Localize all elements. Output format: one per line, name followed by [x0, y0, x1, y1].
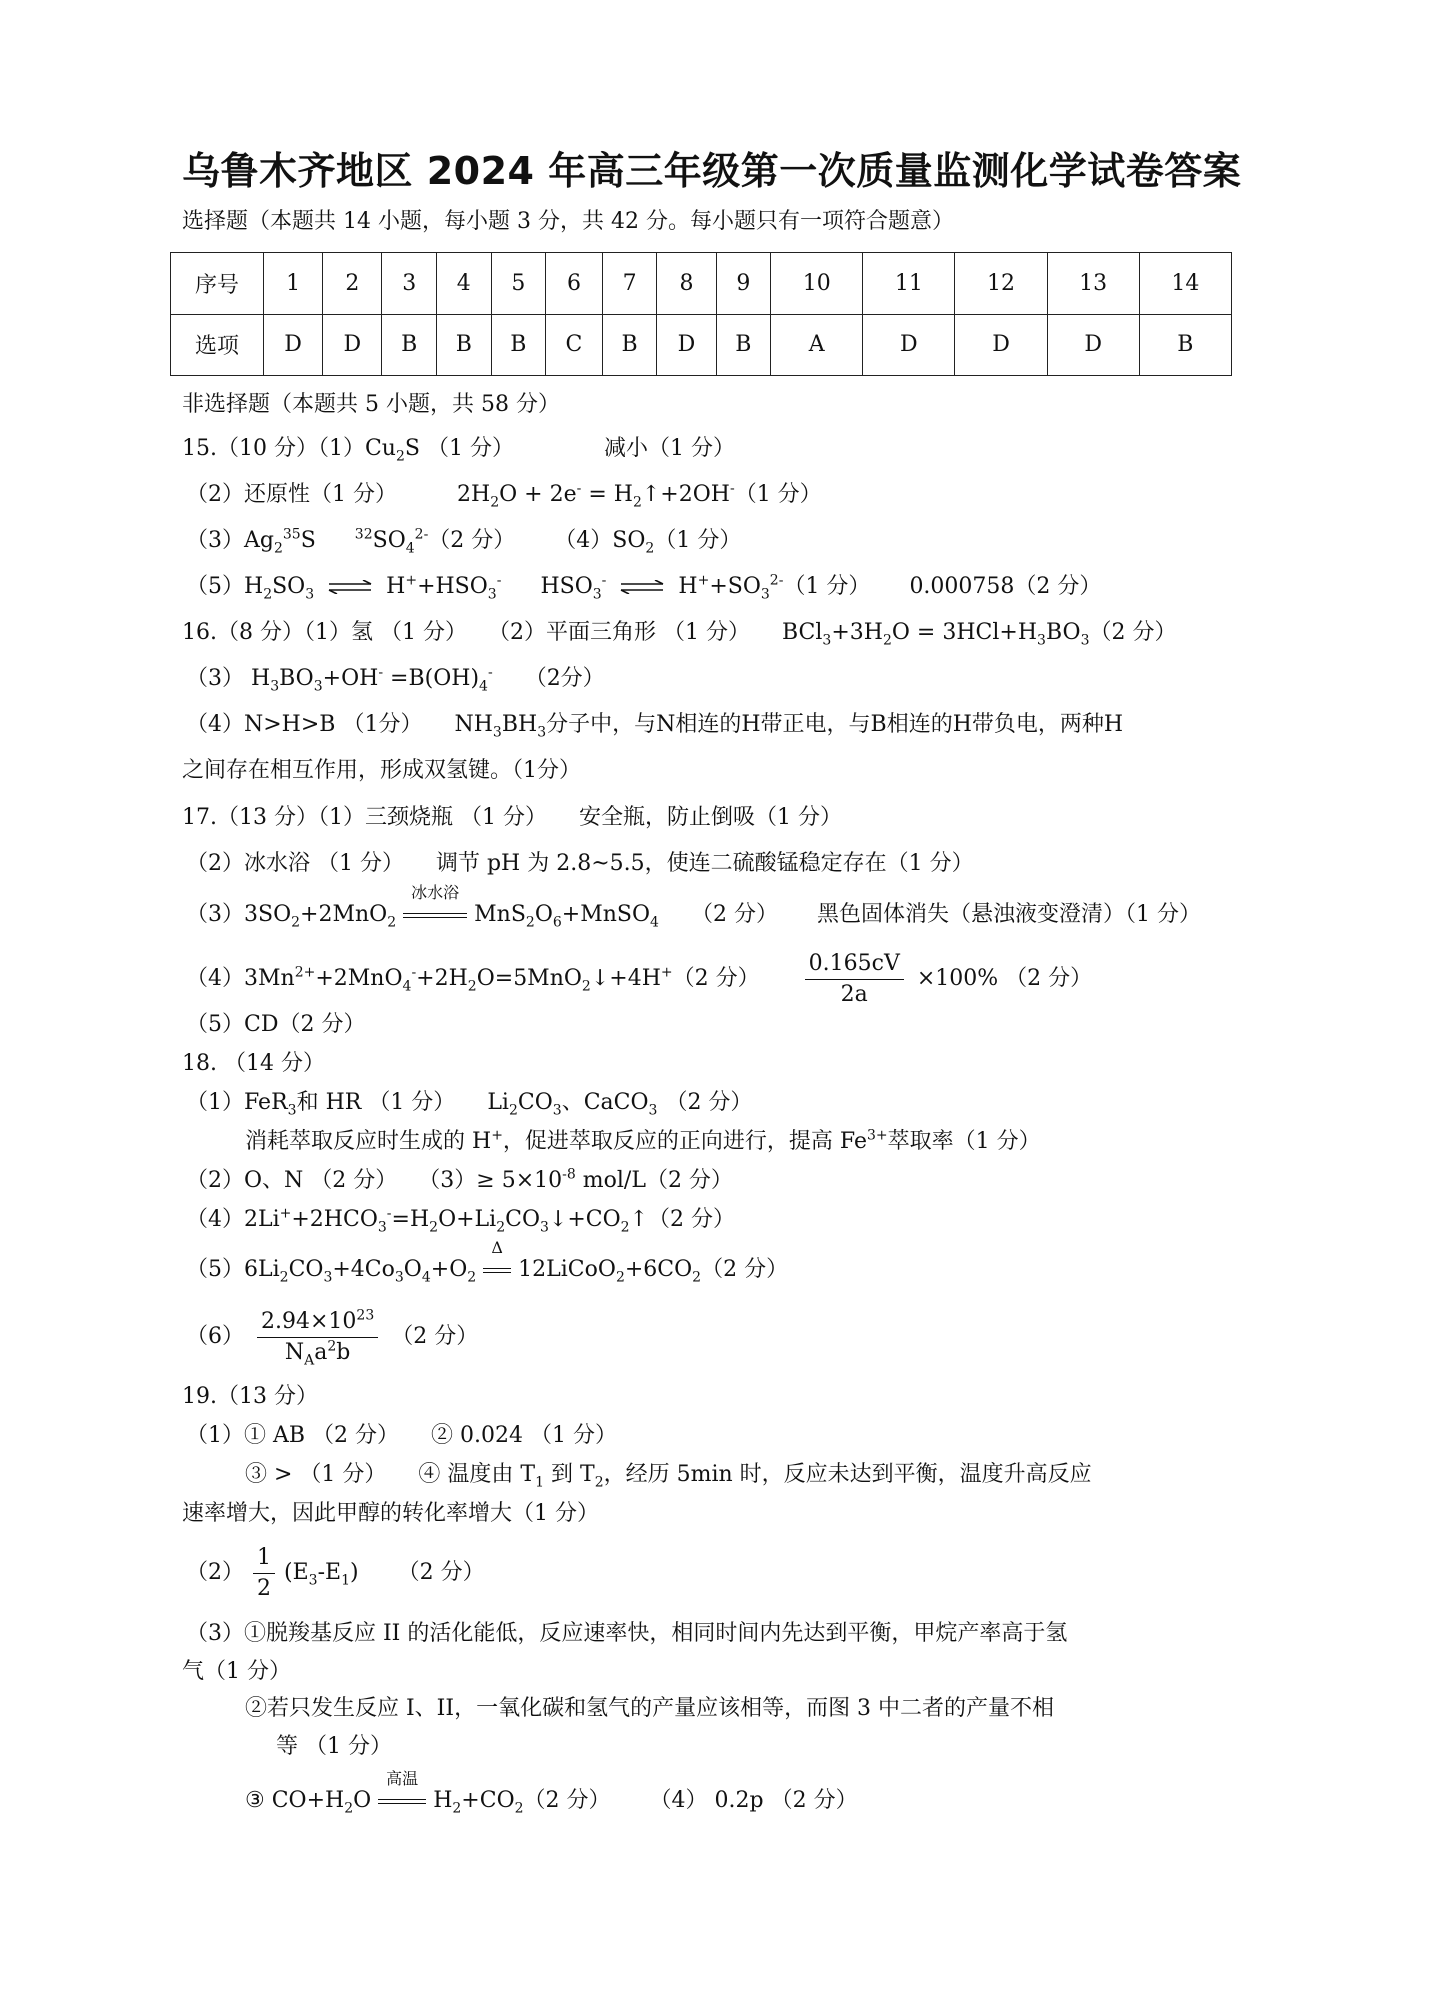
q16-line-1: 16.（8 分）（1）氢 （1 分） （2）平面三角形 （1 分） $BCl_3+3H_2O = 3HCl+H_3BO_3(2$ 分） — [182, 620, 1177, 649]
table-cell: 12 — [955, 253, 1047, 315]
table-cell: D — [264, 314, 323, 376]
table-cell: 11 — [863, 253, 955, 315]
q19-line-9: ③ $CO+H_2O$ 高温 $H_2+CO_2(2$ 分） （4） 0.2p （2 分） — [245, 1769, 858, 1817]
table-cell: 2 — [323, 253, 382, 315]
equilibrium-arrow-icon — [327, 580, 373, 594]
q15-line-1: 15.（10 分）$(1)Cu_2S$ （1 分） 减小（1 分） — [182, 436, 735, 465]
table-cell: D — [323, 314, 382, 376]
q15-line-3: $(3)Ag_2^{35}S$ $^{32}SO_4^{2-}(2$ 分） $(4)SO_2(1$ 分） — [186, 526, 742, 557]
q18-line-3: （2）O、N （2 分） $(3)\ge 5\times 10^{-8}$ mol/L（2 分） — [186, 1166, 733, 1193]
table-cell: 3 — [382, 253, 437, 315]
q16-line-4: 之间存在相互作用，形成双氢键。（1分） — [182, 758, 581, 783]
q18-line-4: $(4)2Li^++2HCO_3^-=H_2O+Li_2CO_3↓+CO_2↑(2$ 分） — [186, 1205, 736, 1236]
q16-line-3: （4）N>H>B （1分） $NH_3BH_3$分子中，与N相连的H带正电，与B相连的H带负电，两种H — [186, 712, 1124, 741]
q17-line-2: （2）冰水浴 （1 分） 调节 pH 为 2.8~5.5，使连二硫酸锰稳定存在（1 分） — [186, 851, 974, 876]
table-cell: 7 — [602, 253, 657, 315]
reaction-condition: Δ — [483, 1255, 511, 1285]
q19-line-3: 速率增大，因此甲醇的转化率增大（1 分） — [182, 1501, 599, 1526]
q19-line-4: （2） $\frac{1}{2}$ $(E_3-E_1)$ （2 分） — [186, 1542, 485, 1604]
table-header-cell: 序号 — [171, 253, 264, 315]
table-cell: 9 — [716, 253, 771, 315]
q19-line-6: 气（1 分） — [182, 1659, 291, 1684]
table-cell: 1 — [264, 253, 323, 315]
table-cell: D — [657, 314, 716, 376]
fraction: $\frac{0.165cV}{2a}$ — [805, 949, 904, 1010]
q19-line-7: ②若只发生反应 I、II，一氧化碳和氢气的产量应该相等，而图 3 中二者的产量不相 — [245, 1696, 1055, 1721]
q17-line-3: $(3)3SO_2+2MnO_2$ 冰水浴 $MnS_2O_6+MnSO_4$ （2 分） 黑色固体消失（悬浊液变澄清）（1 分） — [186, 883, 1201, 931]
reaction-condition: 冰水浴 — [403, 900, 467, 930]
table-cell: A — [771, 314, 863, 376]
answer-table — [170, 252, 1232, 376]
table-cell: B — [491, 314, 546, 376]
table-cell: B — [602, 314, 657, 376]
q15-line-2: （2）还原性（1 分） $2H_2O + 2e^-$ = $H_2↑+2OH^-(1$ 分） — [186, 480, 822, 511]
table-row-answers — [171, 314, 1232, 376]
table-cell: B — [382, 314, 437, 376]
table-cell: C — [546, 314, 603, 376]
reaction-condition: 高温 — [378, 1786, 426, 1816]
fraction: $\frac{2.94\times 10^{23}}{N_Aa^2b}$ — [257, 1307, 378, 1368]
table-cell: B — [716, 314, 771, 376]
q18-line-5: $(5)6Li_2CO_3+4Co_3O_4+O_2$ Δ $12LiCoO_2+6CO_2(2$ 分） — [186, 1238, 789, 1286]
q19-line-5: （3）①脱羧基反应 II 的活化能低，反应速率快，相同时间内先达到平衡，甲烷产率高于氢 — [186, 1621, 1068, 1646]
q19-line-2: ③ > （1 分） ④ 温度由 $T_1$ 到 $T_2$，经历 5min 时，反应未达到平衡，温度升高反应 — [245, 1462, 1092, 1491]
q15-line-5: $(5)H_2SO_3$ $H^++HSO_3^-$ $HSO_3^-$ $H^++SO_3^{2-}(1$ 分） 0.000758（2 分） — [186, 572, 1102, 603]
table-row-numbers — [171, 253, 1232, 315]
table-cell: 13 — [1047, 253, 1139, 315]
q19-line-8: 等 （1 分） — [276, 1734, 392, 1759]
q17-line-5: （5）CD（2 分） — [186, 1012, 366, 1037]
mcq-intro: 选择题（本题共 14 小题，每小题 3 分，共 42 分。每小题只有一项符合题意） — [182, 209, 954, 234]
q17-line-1: 17.（13 分）（1）三颈烧瓶 （1 分） 安全瓶，防止倒吸（1 分） — [182, 805, 842, 830]
equilibrium-arrow-icon — [619, 580, 665, 594]
table-cell: 5 — [491, 253, 546, 315]
page-title: 乌鲁木齐地区 2024 年高三年级第一次质量监测化学试卷答案 — [182, 149, 1242, 193]
q17-line-4: $(4)3Mn^{2+}+2MnO_4^-+2H_2O=5MnO_2↓+4H^+(2$ 分） $\frac{0.165cV}{2a}$ ×100% （2 分） — [186, 948, 1092, 1010]
table-cell: 14 — [1139, 253, 1231, 315]
table-cell: B — [437, 314, 492, 376]
table-cell: B — [1139, 314, 1231, 376]
nonmcq-intro: 非选择题（本题共 5 小题，共 58 分） — [182, 392, 560, 417]
table-cell: D — [863, 314, 955, 376]
q19-head: 19.（13 分） — [182, 1384, 318, 1409]
table-cell: 10 — [771, 253, 863, 315]
table-header-cell: 选项 — [171, 314, 264, 376]
fraction: $\frac{1}{2}$ — [253, 1543, 275, 1604]
table-cell: D — [1047, 314, 1139, 376]
q18-line-2: 消耗萃取反应时生成的 H+，促进萃取反应的正向进行，提高 $Fe^{3+}$萃取率（1 分） — [245, 1127, 1041, 1154]
table-cell: 4 — [437, 253, 492, 315]
q18-line-6: （6） $\frac{2.94\times 10^{23}}{N_Aa^2b}$ （2 分） — [186, 1307, 479, 1368]
q18-head: 18. （14 分） — [182, 1051, 325, 1076]
table-cell: 8 — [657, 253, 716, 315]
q18-line-1: （1）FeR$_3$和 HR （1 分） $Li_2CO_3$、CaCO$_3$ （2 分） — [186, 1090, 753, 1119]
q16-line-2: （3） $H_3BO_3+OH^- =B(OH)_4^-$ （2分） — [186, 664, 605, 695]
table-cell: 6 — [546, 253, 603, 315]
q19-line-1: （1）① AB （2 分） ② 0.024 （1 分） — [186, 1423, 617, 1448]
table-cell: D — [955, 314, 1047, 376]
